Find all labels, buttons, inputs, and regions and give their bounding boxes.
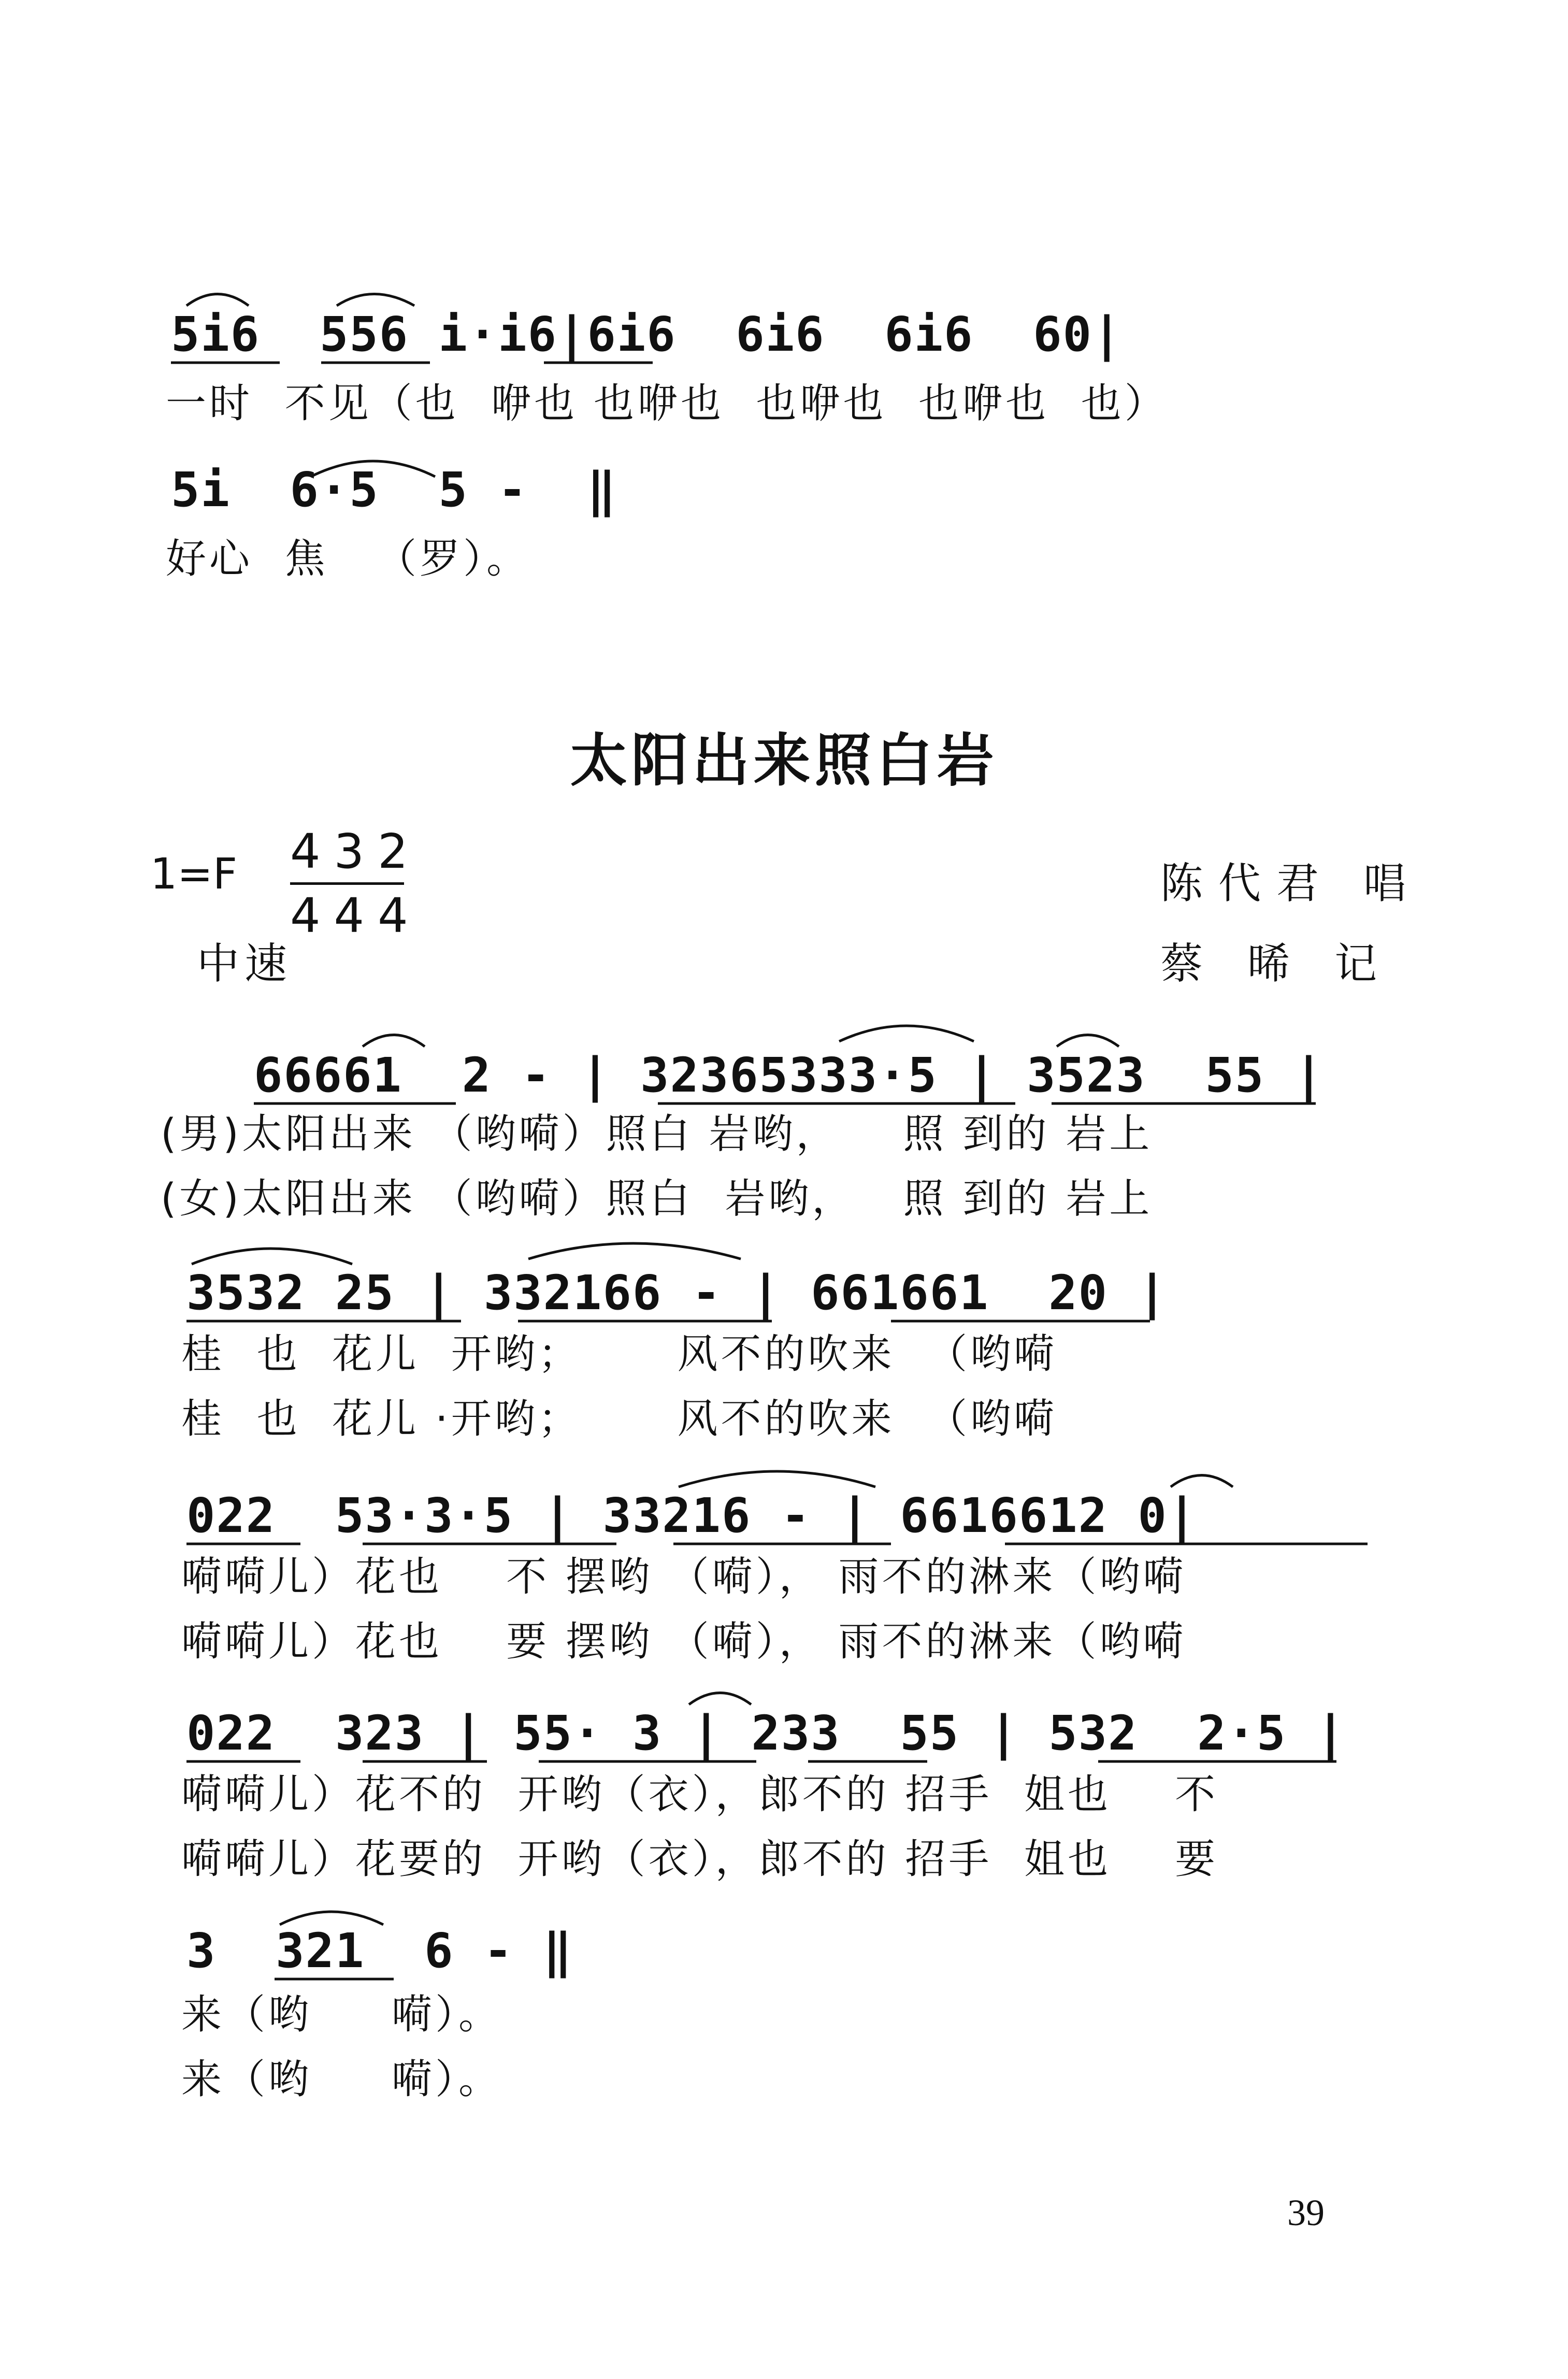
system-3-lyrics-male: 嗬嗬儿）花也 不 摆哟 （嗬）， 雨不的淋来（哟嗬 — [181, 1554, 1187, 1600]
system-5-notes: 3 321 6 - ‖ — [186, 1923, 573, 1979]
slur-mark — [192, 1249, 352, 1264]
recorder-credit: 蔡 晞 记 — [1160, 939, 1393, 988]
system-1-lyrics-female: (女)太阳出来 （哟嗬）照白 岩哟， 照 到的 岩上 — [161, 1176, 1153, 1222]
system-1-lyrics-male: (男)太阳出来 （哟嗬）照白 岩哟， 照 到的 岩上 — [161, 1111, 1153, 1157]
system-2-lyrics-female: 桂 也 花儿 ·开哟； 风不的吹来 （哟嗬 — [181, 1396, 1058, 1442]
slur-mark — [689, 1693, 751, 1705]
system-4-lyrics-male: 嗬嗬儿）花不的 开哟（衣），郎不的 招手 姐也 不 — [181, 1771, 1219, 1818]
slur-mark — [363, 1035, 425, 1047]
prev-line2-notes: 5i 6·5 5 - ‖ — [171, 462, 617, 518]
prev-line1-lyrics: 一时 不见（也 咿也 也咿也 也咿也 也咿也 也） — [166, 380, 1168, 427]
slur-mark — [528, 1243, 741, 1259]
slur-mark — [1171, 1475, 1233, 1487]
system-4-notes: 022 323 | 55· 3 | 233 55 | 532 2·5 | — [186, 1706, 1346, 1761]
system-3-lyrics-female: 嗬嗬儿）花也 要 摆哟 （嗬）， 雨不的淋来（哟嗬 — [181, 1618, 1187, 1665]
key-signature: 1=F — [150, 850, 238, 899]
system-2-lyrics-male: 桂 也 花儿 开哟； 风不的吹来 （哟嗬 — [181, 1331, 1058, 1378]
song-title: 太阳出来照白岩 — [570, 727, 998, 794]
system-5-lyrics-male: 来（哟 嗬）。 — [181, 1991, 502, 2038]
prev-line2-lyrics: 好心 焦 （罗）。 — [166, 536, 530, 582]
slur-mark — [679, 1471, 875, 1487]
prev-line1-notes: 5i6 556 i·i6|6i6 6i6 6i6 60| — [171, 307, 1123, 362]
system-1-notes: 66661 2 - | 32365333·5 | 3523 55 | — [254, 1048, 1324, 1103]
system-3-notes: 022 53·3·5 | 33216 - | 6616612 0| — [186, 1488, 1198, 1543]
tempo-marking: 中速 — [197, 939, 293, 988]
system-4-lyrics-female: 嗬嗬儿）花要的 开哟（衣），郎不的 招手 姐也 要 — [181, 1836, 1219, 1883]
slur-mark — [280, 1912, 383, 1925]
page-number: 39 — [1287, 2192, 1325, 2233]
slur-mark — [839, 1026, 974, 1041]
time-signature-bottom: 444 — [290, 888, 422, 943]
slur-mark — [1057, 1035, 1119, 1047]
slur-mark — [186, 294, 249, 306]
system-2-notes: 3532 25 | 332166 - | 661661 20 | — [186, 1265, 1168, 1321]
time-signature-top: 432 — [290, 824, 422, 879]
singer-credit: 陈代君 唱 — [1160, 859, 1422, 908]
slur-mark — [337, 294, 414, 306]
slur-mark — [311, 461, 435, 477]
system-5-lyrics-female: 来（哟 嗬）。 — [181, 2056, 502, 2103]
